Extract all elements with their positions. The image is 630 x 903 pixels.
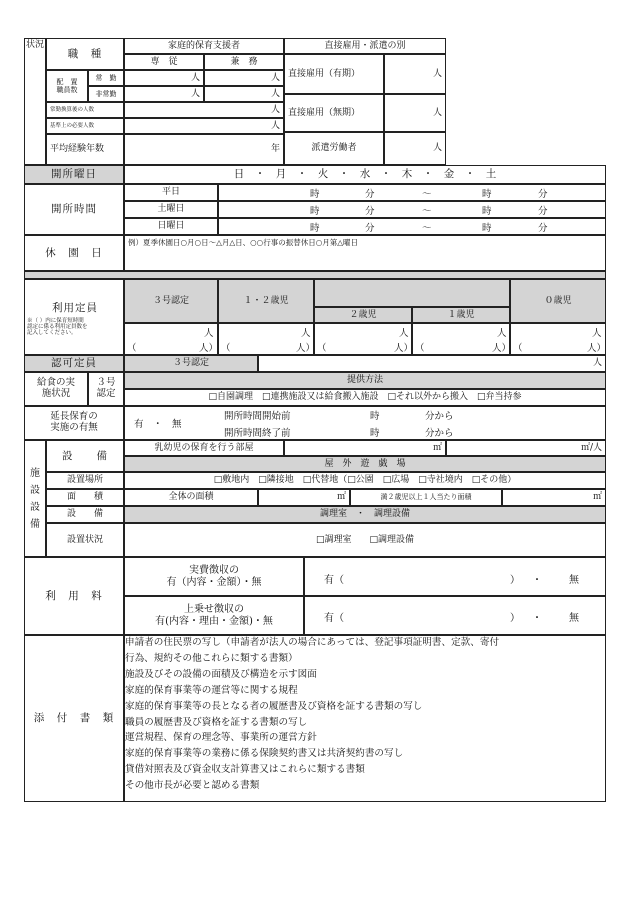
haichi-text: 配 置 [56, 77, 78, 86]
facility-zentai: 全体の面積 [124, 489, 258, 506]
shokuinsu-text: 職員数 [56, 86, 78, 94]
facility-basho-options[interactable]: □敷地内 □隣接地 □代替地（□公園 □広場 □寺社境内 □その他） [124, 472, 606, 489]
facility-nyuyoji-per[interactable]: ㎡/人 [446, 440, 606, 456]
senju-jokin-input[interactable]: 人 [124, 70, 204, 86]
fees-dot-1: ・ [532, 575, 542, 586]
extended-from-2: 分から [425, 428, 454, 439]
meal-gou3-b: 認定 [96, 388, 116, 399]
capacity-note-1: ※（ ）内に保育短時間 [27, 317, 84, 324]
senju-hijokin-input[interactable]: 人 [124, 86, 204, 102]
attachment-item: 職員の履歴書及び資格を証する書類の写し [125, 716, 308, 728]
hours-row-sunday: 日曜日 [124, 218, 218, 235]
extended-ji-2: 時 [370, 428, 380, 439]
fees-close-1: ） [510, 575, 520, 586]
meal-method-header: 提供方法 [124, 372, 606, 389]
fun-2b: 分 [538, 206, 548, 217]
fun-1b: 分 [538, 189, 548, 200]
hours-row-weekday: 平日 [124, 184, 218, 201]
fees-ari-2[interactable]: 有（ [324, 613, 344, 624]
capacity-age12: １・２歳児 [218, 279, 314, 323]
extended-label-1: 延長保育の [50, 411, 98, 423]
capacity-label-block [24, 279, 124, 355]
fees-uwanose [124, 596, 304, 635]
koyo-yuki-input[interactable]: 人 [384, 54, 446, 94]
extended-input[interactable] [124, 406, 606, 440]
capacity-age2: ２歳児 [314, 307, 412, 323]
fees-uwanose-input[interactable] [304, 596, 606, 635]
cap-nin-2: 人 [301, 328, 311, 339]
cap-nin-1: 人 [204, 328, 214, 339]
attachment-item: 施設及びその設備の面積及び構造を示す図面 [125, 668, 317, 680]
ninka-input[interactable]: 人 [258, 355, 606, 372]
ninka-label: 認可定員 [24, 355, 124, 372]
fees-nashi-1[interactable]: 無 [569, 575, 579, 586]
extended-yn[interactable]: 有 ・ 無 [134, 419, 182, 430]
fees-uwanose-2: 有(内容・理由・金額)・無 [155, 615, 273, 627]
capacity-gou3: ３号認定 [124, 279, 218, 323]
meal-gou3-a: ３号 [96, 377, 116, 389]
attachment-item: 申請者の住民票の写し（申請者が法人の場合にあっては、登記事項証明書、定款、寄付 [125, 637, 500, 648]
ninka-gou3: ３号認定 [124, 355, 258, 372]
fun-3b: 分 [538, 223, 548, 234]
facility-basho-label: 設置場所 [46, 472, 124, 489]
facility-zentai-input[interactable]: ㎡ [258, 489, 350, 506]
heikin-label: 平均経験年数 [46, 134, 124, 165]
capacity-age21-top [314, 279, 510, 307]
hours-row-saturday: 土曜日 [124, 201, 218, 218]
fees-dot-2: ・ [532, 613, 542, 624]
kijun-input[interactable]: 人 [124, 118, 284, 134]
facility-nyuyoji: 乳幼児の保育を行う部屋 [124, 440, 284, 456]
kara-3: ～ [422, 223, 432, 234]
fun-3a: 分 [365, 223, 375, 234]
ji-2a: 時 [310, 206, 320, 217]
koyo-header: 直接雇用・派遣の別 [284, 38, 446, 54]
cap-nin-4: 人 [497, 328, 507, 339]
extended-ji-1: 時 [370, 411, 380, 422]
kateiteki-header: 家庭的保育支援者 [124, 38, 284, 54]
kenmu-jokin-input[interactable]: 人 [204, 70, 284, 86]
facility-jokyo-label: 設置状況 [46, 523, 124, 557]
cap-nin-3: 人 [399, 328, 409, 339]
ji-1b: 時 [482, 189, 492, 200]
jokin-kansan-input[interactable]: 人 [124, 102, 284, 118]
kara-1: ～ [422, 189, 432, 200]
kara-2: ～ [422, 206, 432, 217]
senju-header: 専 従 [124, 54, 204, 70]
hijokin-label: 非常勤 [88, 86, 124, 102]
fun-1a: 分 [365, 189, 375, 200]
fees-nashi-2[interactable]: 無 [569, 613, 579, 624]
cap-close-2: 人） [296, 343, 316, 354]
facility-per2: 満２歳児以上１人当たり面積 [350, 489, 502, 506]
facility-setsubi2-label: 設 備 [46, 506, 124, 523]
ji-2b: 時 [482, 206, 492, 217]
cap-paren-4: （ [415, 343, 425, 354]
cap-paren-2: （ [221, 343, 231, 354]
days-label: 開所曜日 [24, 165, 124, 184]
attachment-item: 運営規程、保育の理念等、事業所の運営方針 [125, 732, 317, 744]
facility-chori: 調理室 ・ 調理設備 [124, 506, 606, 523]
fees-jippi-1: 実費徴収の [189, 565, 239, 576]
fees-jippi-2: 有（内容・金額）・無 [166, 576, 262, 588]
facility-menseki-label: 面 積 [46, 489, 124, 506]
koyo-muki-input[interactable]: 人 [384, 94, 446, 132]
facility-jokyo-options[interactable]: □調理室 □調理設備 [124, 523, 606, 557]
haichi-label [46, 70, 88, 102]
cap-close-4: 人） [492, 343, 512, 354]
capacity-label: 利用定員 [52, 301, 98, 314]
extended-label-2: 実施の有無 [50, 422, 98, 433]
ji-3a: 時 [310, 223, 320, 234]
extended-start: 開所時間開始前 [224, 411, 291, 422]
cap-paren-1: （ [127, 343, 137, 354]
cap-close-5: 人） [587, 343, 607, 354]
heikin-input[interactable]: 年 [124, 134, 284, 165]
capacity-note-3: 記入してください。 [27, 330, 77, 337]
closed-example[interactable]: 例）夏季休園日○月○日～△月△日、○○行事の振替休日○月第△曜日 [124, 235, 606, 271]
capacity-age1: １歳児 [412, 307, 510, 323]
cap-paren-3: （ [317, 343, 327, 354]
status-section-label: 状況 [24, 38, 46, 165]
job-type-header: 職 種 [46, 38, 124, 70]
haken-input[interactable]: 人 [384, 132, 446, 165]
cap-close-3: 人） [394, 343, 414, 354]
fees-label: 利 用 料 [24, 557, 124, 635]
meal-options[interactable]: □自園調理 □連携施設又は給食搬入施設 □それ以外から搬入 □弁当持参 [124, 389, 606, 406]
attachment-item: その他市長が必要と認める書類 [125, 780, 260, 792]
cap-nin-5: 人 [592, 328, 602, 339]
extended-from-1: 分から [425, 411, 454, 422]
jokin-kansan-label: 常勤換算後の人数 [46, 102, 124, 118]
attachment-item: 貸借対照表及び資金収支計算書又はこれらに類する書類 [125, 764, 365, 776]
koyo-yuki-label: 直接雇用（有期） [284, 54, 384, 94]
capacity-age0: ０歳児 [510, 279, 606, 323]
facility-okugai: 屋 外 遊 戯 場 [124, 456, 606, 472]
facility-per2-input[interactable]: ㎡ [502, 489, 606, 506]
attachment-item: 家庭的保育事業等の業務に係る保険契約書又は共済契約書の写し [125, 748, 404, 760]
fees-jippi-input[interactable] [304, 557, 606, 596]
fees-jippi [124, 557, 304, 596]
cap-close-1: 人） [199, 343, 219, 354]
fun-2a: 分 [365, 206, 375, 217]
attachment-item: 行為、規約その他これらに類する書類） [125, 652, 298, 664]
closed-label: 休 園 日 [24, 235, 124, 271]
kenmu-header: 兼 務 [204, 54, 284, 70]
application-form-sheet [24, 38, 606, 802]
fees-uwanose-1: 上乗せ徴収の [184, 604, 244, 615]
extended-label [24, 406, 124, 440]
fees-close-2: ） [510, 613, 520, 624]
meal-label-2: 施状況 [41, 388, 71, 399]
haken-label: 派遣労働者 [284, 132, 384, 165]
attachment-item: 家庭的保育事業等の運営等に関する規程 [125, 684, 298, 696]
extended-end: 開所時間終了前 [224, 428, 291, 439]
cap-paren-5: （ [513, 343, 523, 354]
days-options[interactable]: 日 ・ 月 ・ 火 ・ 水 ・ 木 ・ 金 ・ 土 [124, 165, 606, 184]
hours-label: 開所時間 [24, 184, 124, 235]
kenmu-hijokin-input[interactable]: 人 [204, 86, 284, 102]
meal-label-1: 給食の実 [36, 377, 75, 389]
meal-gou3 [88, 372, 124, 406]
facility-label: 施設設備 [24, 440, 46, 557]
capacity-gray-strip [24, 271, 606, 279]
fees-ari-1[interactable]: 有（ [324, 575, 344, 586]
capacity-note-2: 認定に係る利用定員数を [27, 323, 88, 330]
attachments-list [125, 635, 606, 794]
attachments-label: 添 付 書 類 [24, 635, 124, 802]
meal-label [24, 372, 88, 406]
attachment-item: 家庭的保育事業等の長となる者の履歴書及び資格を証する書類の写し [125, 700, 423, 712]
ji-3b: 時 [482, 223, 492, 234]
ji-1a: 時 [310, 189, 320, 200]
koyo-muki-label: 直接雇用（無期） [284, 94, 384, 132]
facility-setsubi: 設 備 [46, 440, 124, 472]
kijun-label: 基準上の必要人数 [46, 118, 124, 134]
facility-nyuyoji-m2[interactable]: ㎡ [284, 440, 446, 456]
jokin-label: 常 勤 [88, 70, 124, 86]
